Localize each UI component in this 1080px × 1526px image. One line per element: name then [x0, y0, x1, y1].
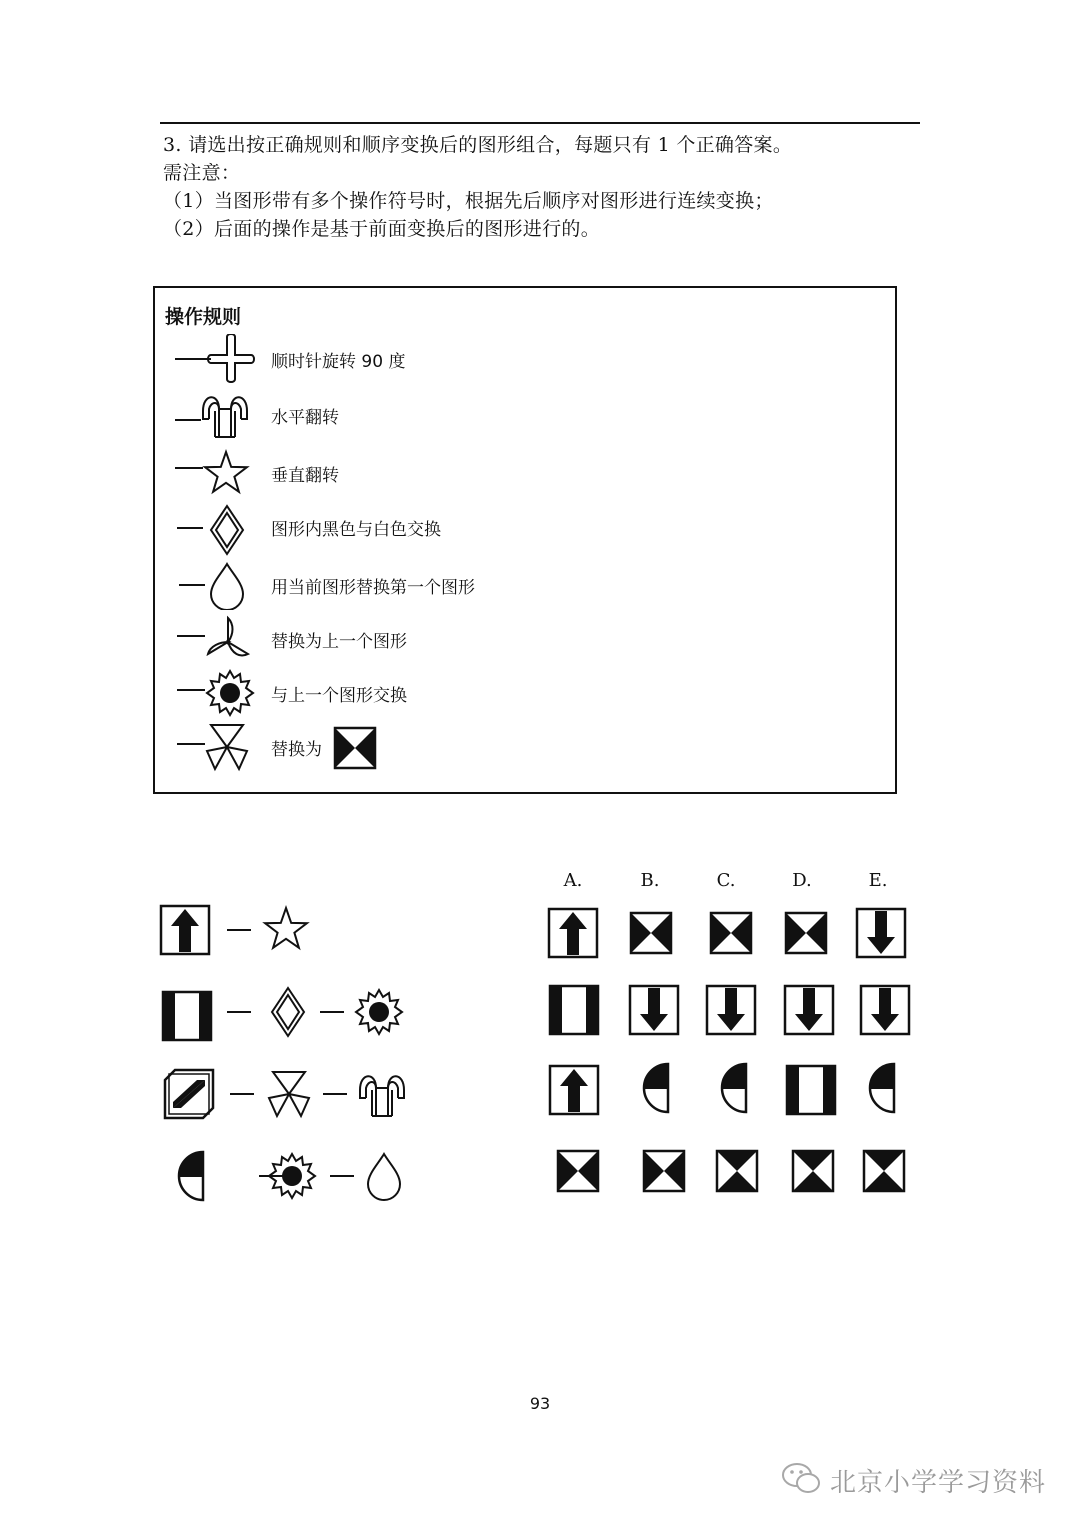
option-a-row3[interactable] [550, 1066, 598, 1114]
diamond-icon [173, 502, 263, 558]
option-label-e: E. [868, 870, 888, 891]
rule-item-replace-with [173, 722, 773, 772]
rules-title: 操作规则 [165, 306, 242, 328]
bars-square [163, 992, 211, 1040]
option-label-a: A. [563, 870, 583, 891]
option-c-row4[interactable] [717, 1151, 757, 1191]
option-label-b: B. [640, 870, 660, 891]
propeller-icon [173, 614, 263, 664]
instruction-line-4: （2）后面的操作是基于前面变换后的图形进行的。 [163, 218, 600, 240]
rule-text: 替换为上一个图形 [271, 632, 407, 652]
drop-icon [368, 1154, 400, 1200]
rule-text: 垂直翻转 [271, 466, 339, 486]
sun-icon [173, 668, 263, 718]
option-b-row4[interactable] [644, 1151, 684, 1191]
star-icon [265, 908, 307, 948]
rule-text: 顺时针旋转 90 度 [271, 352, 406, 372]
option-d-row1[interactable] [786, 913, 826, 953]
option-a-row2[interactable] [550, 986, 598, 1034]
option-e-row1[interactable] [857, 909, 905, 957]
option-d-row3[interactable] [787, 1066, 835, 1114]
question-row-2 [155, 980, 425, 1040]
rule-text: 与上一个图形交换 [271, 686, 407, 706]
question-row-3 [155, 1062, 425, 1122]
diagonal-box [165, 1070, 213, 1118]
option-a-row1[interactable] [549, 909, 597, 957]
option-e-row2[interactable] [861, 986, 909, 1034]
option-b-row2[interactable] [630, 986, 678, 1034]
rule-item-swap-prev [173, 668, 773, 718]
diamond-icon [272, 988, 304, 1036]
star-icon [173, 448, 263, 498]
arch-icon [173, 390, 263, 440]
quarter-circle [179, 1152, 203, 1200]
rule-text: 用当前图形替换第一个图形 [271, 578, 475, 598]
option-b-row3[interactable] [644, 1064, 668, 1112]
rule-item-rotate [173, 334, 773, 384]
option-b-row1[interactable] [631, 913, 671, 953]
option-label-d: D. [792, 870, 812, 891]
option-c-row2[interactable] [707, 986, 755, 1034]
question-row-1 [155, 898, 425, 958]
instruction-line-2: 需注意： [163, 162, 241, 184]
option-e-row3[interactable] [870, 1064, 894, 1112]
rule-item-replace-first [173, 560, 773, 610]
rule-text: 替换为 [271, 740, 322, 760]
option-a-row4[interactable] [558, 1151, 598, 1191]
option-label-c: C. [716, 870, 736, 891]
option-e-row4[interactable] [864, 1151, 904, 1191]
question-row-4 [155, 1144, 425, 1204]
instruction-line-3: （1）当图形带有多个操作符号时，根据先后顺序对图形进行连续变换； [163, 190, 774, 212]
rule-text: 图形内黑色与白色交换 [271, 520, 441, 540]
option-d-row4[interactable] [793, 1151, 833, 1191]
cross-icon [173, 334, 263, 384]
trefoil-icon [173, 722, 263, 772]
top-divider [160, 122, 920, 124]
rule-item-invert [173, 502, 773, 552]
arrow-up-square [161, 906, 209, 954]
rules-box [153, 286, 897, 794]
arch-icon [360, 1076, 404, 1116]
option-c-row1[interactable] [711, 913, 751, 953]
drop-icon [173, 560, 263, 610]
rule-item-replace-prev [173, 614, 773, 664]
instruction-line-1: 3. 请选出按正确规则和顺序变换后的图形组合，每题只有 1 个正确答案。 [163, 134, 793, 156]
rule-item-hflip [173, 390, 773, 440]
options-grid [530, 895, 930, 1215]
hourglass-square-icon [333, 726, 377, 770]
option-d-row2[interactable] [785, 986, 833, 1034]
page-number: 93 [529, 1394, 551, 1413]
trefoil-icon [269, 1072, 309, 1116]
wechat-icon [780, 1458, 824, 1498]
rule-item-vflip [173, 448, 773, 498]
option-c-row3[interactable] [722, 1064, 746, 1112]
sun-icon [356, 990, 402, 1034]
rule-text: 水平翻转 [271, 408, 339, 428]
watermark-text: 北京小学学习资料 [830, 1468, 1047, 1498]
